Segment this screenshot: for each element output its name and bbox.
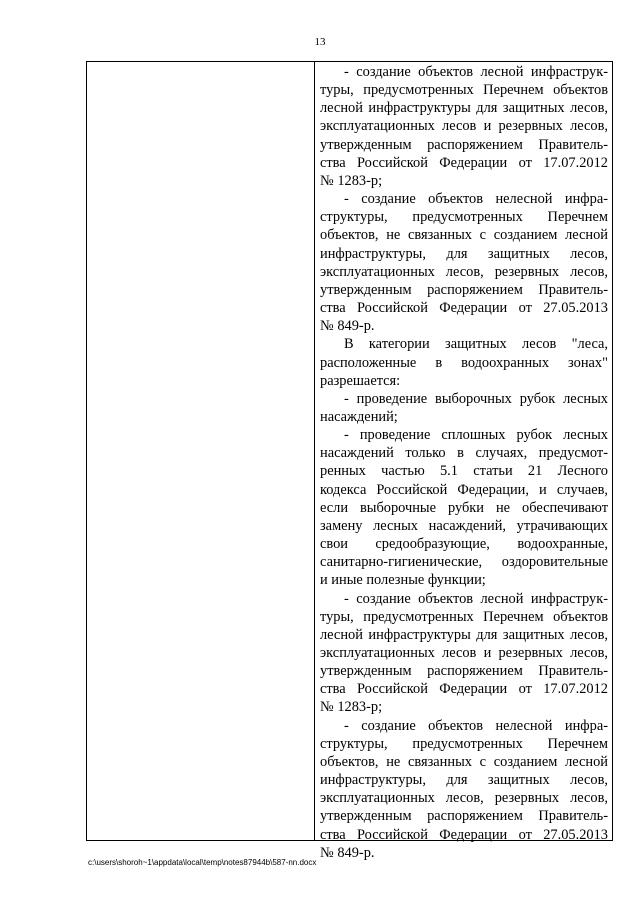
text-line: разрешается: xyxy=(320,372,401,389)
document-table xyxy=(86,61,613,861)
text-line: объектов, не связанных с созданием лесной xyxy=(320,227,608,244)
text-line: № 1283-р; xyxy=(320,172,383,189)
text-line: утвержденным распоряжением Правитель- xyxy=(320,808,608,825)
text-line: эксплуатационных лесов, резервных лесов, xyxy=(320,790,608,807)
text-line: структуры, предусмотренных Перечнем xyxy=(320,209,608,226)
text-line: ства Российской Федерации от 17.07.2012 xyxy=(320,154,608,171)
text-line: насаждений только в случаях, предусмот- xyxy=(320,445,608,462)
text-line: расположенные в водоохранных зонах" xyxy=(320,354,608,371)
text-line: если выборочные рубки не обеспечивают xyxy=(320,499,608,516)
text-line: лесной инфраструктуры для защитных лесов, xyxy=(320,100,608,117)
text-line: структуры, предусмотренных Перечнем xyxy=(320,735,608,752)
text-line: эксплуатационных лесов и резервных лесов, xyxy=(320,645,608,661)
text-line: ренных частью 5.1 статьи 21 Лесного xyxy=(320,463,608,480)
text-line: - проведение выборочных рубок лесных xyxy=(344,390,608,407)
text-line: - проведение сплошных рубок лесных xyxy=(344,427,608,444)
text-line: утвержденным распоряжением Правитель- xyxy=(320,281,608,298)
text-line: эксплуатационных лесов, резервных лесов, xyxy=(320,263,608,280)
text-line: объектов, не связанных с созданием лесной xyxy=(320,753,608,770)
text-line: замену лесных насаждений, утрачивающих xyxy=(320,517,608,534)
text-line: насаждений; xyxy=(320,408,398,425)
column-divider xyxy=(314,62,315,840)
text-line: туры, предусмотренных Перечнем объектов xyxy=(320,82,608,99)
text-line: ства Российской Федерации от 27.05.2013 xyxy=(320,826,608,843)
text-line: туры, предусмотренных Перечнем объектов xyxy=(320,608,608,625)
text-line: ства Российской Федерации от 27.05.2013 xyxy=(320,300,608,317)
text-line: - создание объектов лесной инфраструк- xyxy=(344,64,608,80)
text-line: кодекса Российской Федерации, и случаев, xyxy=(320,481,608,498)
text-line: утвержденным распоряжением Правитель- xyxy=(320,663,608,680)
text-line: № 849-р. xyxy=(320,844,375,861)
text-line: - создание объектов нелесной инфра- xyxy=(344,717,608,734)
text-line: - создание объектов нелесной инфра- xyxy=(344,191,608,208)
text-line: В категории защитных лесов "леса, xyxy=(344,336,608,353)
text-line: № 1283-р; xyxy=(320,699,383,716)
text-line: ства Российской Федерации от 17.07.2012 xyxy=(320,681,608,698)
page-number: 13 xyxy=(314,36,326,48)
table-cell-right xyxy=(320,63,608,862)
text-line: и иные полезные функции; xyxy=(320,572,486,589)
text-line: лесной инфраструктуры для защитных лесов, xyxy=(320,626,608,643)
text-line: инфраструктуры, для защитных лесов, xyxy=(320,772,608,789)
text-line: инфраструктуры, для защитных лесов, xyxy=(320,245,608,262)
text-line: санитарно-гигиенические, оздоровительные xyxy=(320,554,608,571)
text-line: - создание объектов лесной инфраструк- xyxy=(344,590,608,607)
text-line: свои средообразующие, водоохранные, xyxy=(320,536,608,553)
text-line: эксплуатационных лесов и резервных лесов, xyxy=(320,118,608,135)
text-line: № 849-р. xyxy=(320,318,375,335)
text-line: утвержденным распоряжением Правитель- xyxy=(320,136,608,153)
footer-file-path: c:\users\shoroh~1\appdata\local\temp\notes87944b\587-nn.docx xyxy=(88,858,317,867)
